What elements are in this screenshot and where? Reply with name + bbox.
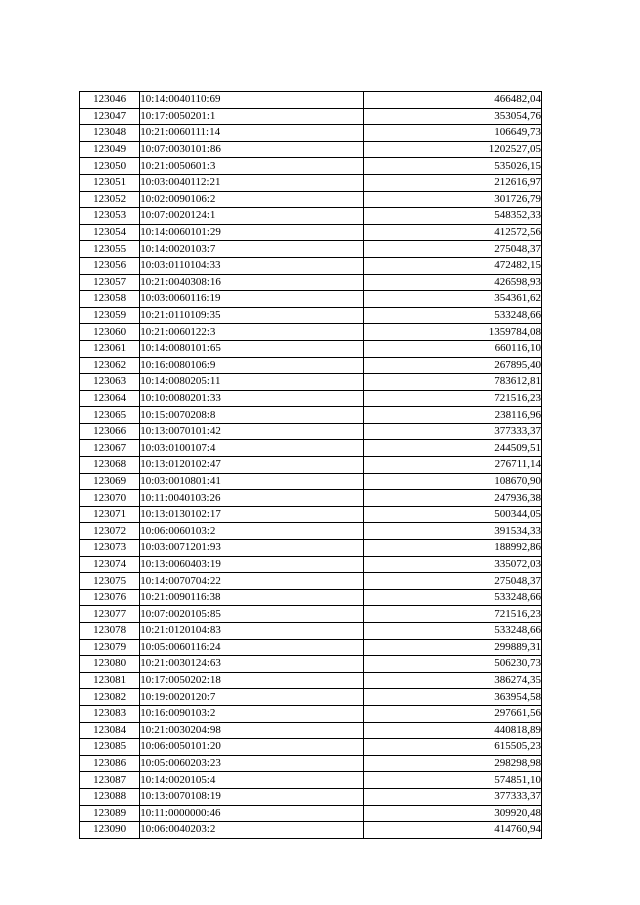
cadastral-number-cell: 10:13:0070101:42 [140,423,364,440]
amount-cell: 721516,23 [364,390,542,407]
amount-cell: 660116,10 [364,340,542,357]
table-row [80,573,542,590]
cadastral-number-cell: 10:21:0060122:3 [140,324,364,341]
amount-cell: 386274,35 [364,672,542,689]
record-number-cell: 123085 [80,739,140,756]
cadastral-number-cell: 10:21:0050601:3 [140,158,364,175]
cadastral-number-cell: 10:11:0000000:46 [140,805,364,822]
table-row [80,506,542,523]
amount-cell: 548352,33 [364,208,542,225]
amount-cell: 301726,79 [364,191,542,208]
cadastral-number-cell: 10:14:0070704:22 [140,573,364,590]
amount-cell: 574851,10 [364,772,542,789]
table-row [80,158,542,175]
table-row [80,656,542,673]
table-row [80,805,542,822]
amount-cell: 472482,15 [364,257,542,274]
table-row [80,307,542,324]
table-row [80,208,542,225]
table-row [80,556,542,573]
record-number-cell: 123061 [80,340,140,357]
table-row [80,788,542,805]
record-number-cell: 123075 [80,573,140,590]
amount-cell: 354361,62 [364,291,542,308]
cadastral-number-cell: 10:06:0050101:20 [140,739,364,756]
table-row [80,108,542,125]
amount-cell: 506230,73 [364,656,542,673]
table-row [80,739,542,756]
amount-cell: 426598,93 [364,274,542,291]
amount-cell: 298298,98 [364,755,542,772]
table-row [80,722,542,739]
amount-cell: 276711,14 [364,457,542,474]
record-number-cell: 123053 [80,208,140,225]
cadastral-number-cell: 10:21:0040308:16 [140,274,364,291]
table-row [80,224,542,241]
amount-cell: 238116,96 [364,407,542,424]
table-row [80,440,542,457]
cadastral-number-cell: 10:07:0020105:85 [140,606,364,623]
cadastral-number-cell: 10:06:0040203:2 [140,822,364,839]
cadastral-number-cell: 10:05:0060116:24 [140,639,364,656]
table-row [80,589,542,606]
record-number-cell: 123066 [80,423,140,440]
amount-cell: 783612,81 [364,374,542,391]
cadastral-number-cell: 10:14:0020103:7 [140,241,364,258]
cadastral-number-cell: 10:21:0030124:63 [140,656,364,673]
record-number-cell: 123064 [80,390,140,407]
record-number-cell: 123067 [80,440,140,457]
record-number-cell: 123089 [80,805,140,822]
table-row [80,540,542,557]
amount-cell: 533248,66 [364,623,542,640]
record-number-cell: 123057 [80,274,140,291]
table-row [80,672,542,689]
cadastral-number-cell: 10:19:0020120:7 [140,689,364,706]
record-number-cell: 123063 [80,374,140,391]
data-table [79,91,542,839]
table-row [80,772,542,789]
cadastral-number-cell: 10:16:0090103:2 [140,705,364,722]
cadastral-number-cell: 10:14:0060101:29 [140,224,364,241]
table-row [80,324,542,341]
record-number-cell: 123056 [80,257,140,274]
record-number-cell: 123080 [80,656,140,673]
record-number-cell: 123083 [80,705,140,722]
cadastral-number-cell: 10:21:0120104:83 [140,623,364,640]
amount-cell: 533248,66 [364,589,542,606]
cadastral-number-cell: 10:07:0020124:1 [140,208,364,225]
record-number-cell: 123060 [80,324,140,341]
amount-cell: 391534,33 [364,523,542,540]
amount-cell: 188992,86 [364,540,542,557]
cadastral-number-cell: 10:03:0040112:21 [140,174,364,191]
table-row [80,623,542,640]
cadastral-number-cell: 10:14:0080205:11 [140,374,364,391]
table-row [80,523,542,540]
record-number-cell: 123069 [80,473,140,490]
cadastral-number-cell: 10:05:0060203:23 [140,755,364,772]
amount-cell: 414760,94 [364,822,542,839]
table-row [80,689,542,706]
amount-cell: 721516,23 [364,606,542,623]
amount-cell: 1359784,08 [364,324,542,341]
record-number-cell: 123076 [80,589,140,606]
record-number-cell: 123086 [80,755,140,772]
table-row [80,92,542,109]
amount-cell: 533248,66 [364,307,542,324]
table-row [80,457,542,474]
table-row [80,191,542,208]
record-number-cell: 123048 [80,125,140,142]
table-row [80,340,542,357]
record-number-cell: 123046 [80,92,140,109]
table-row [80,291,542,308]
table-row [80,490,542,507]
table-row [80,241,542,258]
table-row [80,174,542,191]
table-row [80,639,542,656]
record-number-cell: 123082 [80,689,140,706]
record-number-cell: 123072 [80,523,140,540]
amount-cell: 353054,76 [364,108,542,125]
amount-cell: 440818,89 [364,722,542,739]
record-number-cell: 123052 [80,191,140,208]
cadastral-number-cell: 10:14:0080101:65 [140,340,364,357]
record-number-cell: 123074 [80,556,140,573]
record-number-cell: 123055 [80,241,140,258]
cadastral-number-cell: 10:13:0070108:19 [140,788,364,805]
amount-cell: 377333,37 [364,788,542,805]
cadastral-number-cell: 10:07:0030101:86 [140,141,364,158]
amount-cell: 377333,37 [364,423,542,440]
cadastral-number-cell: 10:21:0060111:14 [140,125,364,142]
cadastral-number-cell: 10:21:0030204:98 [140,722,364,739]
cadastral-number-cell: 10:15:0070208:8 [140,407,364,424]
amount-cell: 275048,37 [364,241,542,258]
table-row [80,274,542,291]
table-row [80,390,542,407]
cadastral-number-cell: 10:03:0110104:33 [140,257,364,274]
record-number-cell: 123051 [80,174,140,191]
record-number-cell: 123058 [80,291,140,308]
amount-cell: 244509,51 [364,440,542,457]
record-number-cell: 123081 [80,672,140,689]
amount-cell: 309920,48 [364,805,542,822]
record-number-cell: 123077 [80,606,140,623]
cadastral-number-cell: 10:14:0040110:69 [140,92,364,109]
cadastral-number-cell: 10:17:0050202:18 [140,672,364,689]
record-number-cell: 123079 [80,639,140,656]
cadastral-number-cell: 10:21:0110109:35 [140,307,364,324]
table-row [80,407,542,424]
table-row [80,423,542,440]
amount-cell: 106649,73 [364,125,542,142]
cadastral-number-cell: 10:21:0090116:38 [140,589,364,606]
cadastral-number-cell: 10:14:0020105:4 [140,772,364,789]
amount-cell: 108670,90 [364,473,542,490]
table-body [80,92,542,839]
amount-cell: 335072,03 [364,556,542,573]
cadastral-number-cell: 10:06:0060103:2 [140,523,364,540]
record-number-cell: 123054 [80,224,140,241]
cadastral-number-cell: 10:03:0100107:4 [140,440,364,457]
cadastral-number-cell: 10:11:0040103:26 [140,490,364,507]
amount-cell: 247936,38 [364,490,542,507]
amount-cell: 212616,97 [364,174,542,191]
table-row [80,357,542,374]
record-number-cell: 123065 [80,407,140,424]
cadastral-number-cell: 10:10:0080201:33 [140,390,364,407]
amount-cell: 299889,31 [364,639,542,656]
cadastral-number-cell: 10:02:0090106:2 [140,191,364,208]
record-number-cell: 123062 [80,357,140,374]
amount-cell: 363954,58 [364,689,542,706]
cadastral-number-cell: 10:03:0071201:93 [140,540,364,557]
table-row [80,755,542,772]
cadastral-number-cell: 10:13:0060403:19 [140,556,364,573]
cadastral-number-cell: 10:03:0010801:41 [140,473,364,490]
cadastral-number-cell: 10:03:0060116:19 [140,291,364,308]
record-number-cell: 123073 [80,540,140,557]
amount-cell: 535026,15 [364,158,542,175]
table-row [80,822,542,839]
record-number-cell: 123070 [80,490,140,507]
cadastral-number-cell: 10:13:0120102:47 [140,457,364,474]
amount-cell: 275048,37 [364,573,542,590]
amount-cell: 267895,40 [364,357,542,374]
amount-cell: 466482,04 [364,92,542,109]
record-number-cell: 123049 [80,141,140,158]
table-row [80,141,542,158]
record-number-cell: 123078 [80,623,140,640]
record-number-cell: 123050 [80,158,140,175]
table-row [80,705,542,722]
table-row [80,257,542,274]
cadastral-number-cell: 10:16:0080106:9 [140,357,364,374]
table-row [80,374,542,391]
record-number-cell: 123071 [80,506,140,523]
record-number-cell: 123088 [80,788,140,805]
record-number-cell: 123090 [80,822,140,839]
record-number-cell: 123059 [80,307,140,324]
table-row [80,606,542,623]
record-number-cell: 123087 [80,772,140,789]
cadastral-number-cell: 10:13:0130102:17 [140,506,364,523]
table-row [80,473,542,490]
amount-cell: 500344,05 [364,506,542,523]
cadastral-number-cell: 10:17:0050201:1 [140,108,364,125]
amount-cell: 412572,56 [364,224,542,241]
table-row [80,125,542,142]
amount-cell: 615505,23 [364,739,542,756]
amount-cell: 1202527,05 [364,141,542,158]
amount-cell: 297661,56 [364,705,542,722]
record-number-cell: 123047 [80,108,140,125]
record-number-cell: 123084 [80,722,140,739]
record-number-cell: 123068 [80,457,140,474]
